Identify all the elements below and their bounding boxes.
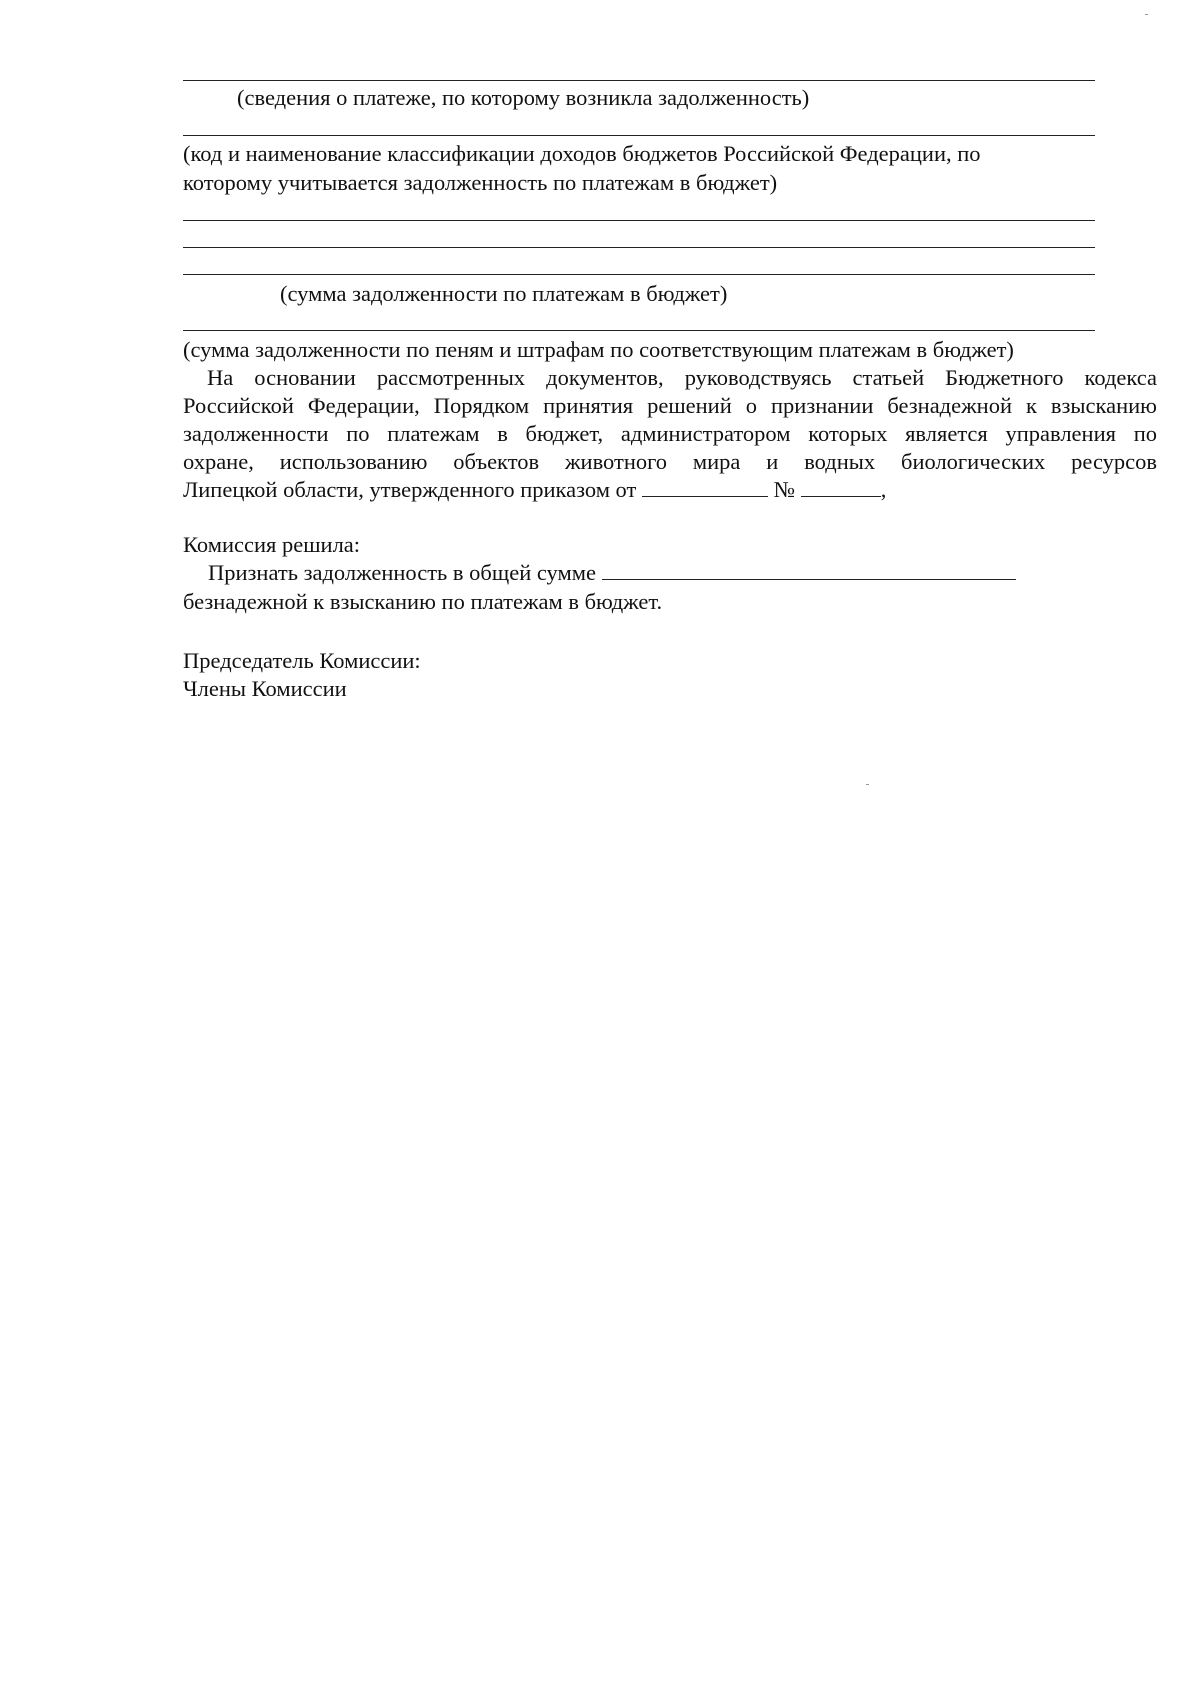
order-date-blank xyxy=(642,476,768,497)
basis-line-4: охране, использованию объектов животного мира и водных биологических ресурсов xyxy=(183,449,1157,474)
penalty-sum-caption: (сумма задолженности по пеням и штрафам по соответствующим платежам в бюджет) xyxy=(183,337,1014,362)
debt-sum-rule xyxy=(183,274,1095,275)
decision-line-1-text: Признать задолженность в общей сумме xyxy=(208,560,596,585)
payment-info-caption: (сведения о платеже, по которому возникла задолженность) xyxy=(237,85,810,110)
members-label: Члены Комиссии xyxy=(183,676,347,701)
decision-heading: Комиссия решила: xyxy=(183,532,361,557)
basis-paragraph xyxy=(183,364,1157,504)
basis-line-5-suffix: , xyxy=(880,477,887,502)
chairman-label: Председатель Комиссии: xyxy=(183,648,421,673)
decision-line-2: безнадежной к взысканию по платежам в бюджет. xyxy=(183,589,663,614)
scan-speck xyxy=(866,784,869,785)
payment-info-rule xyxy=(183,80,1095,81)
classification-rule xyxy=(183,135,1095,136)
blank-rule-2 xyxy=(183,247,1095,248)
debt-sum-caption: (сумма задолженности по платежам в бюджет) xyxy=(280,281,728,306)
basis-line-1: На основании рассмотренных документов, руководствуясь статьей Бюджетного кодекса xyxy=(207,365,1157,390)
total-sum-blank xyxy=(602,559,1016,580)
scan-speck xyxy=(1145,14,1148,15)
basis-line-5-prefix: Липецкой области, утвержденного приказом от xyxy=(183,477,637,502)
blank-rule-1 xyxy=(183,220,1095,221)
basis-line-5 xyxy=(183,476,1157,504)
classification-caption-line1: (код и наименование классификации доходов бюджетов Российской Федерации, по xyxy=(183,141,981,166)
order-number-blank xyxy=(801,476,881,497)
number-sign: № xyxy=(773,477,796,502)
decision-line-1 xyxy=(208,559,1016,587)
classification-caption-line2: которому учитывается задолженность по платежам в бюджет) xyxy=(183,170,778,195)
basis-line-3: задолженности по платежам в бюджет, администратором которых является управления по xyxy=(183,421,1157,446)
penalty-sum-rule xyxy=(183,330,1095,331)
basis-line-2: Российской Федерации, Порядком принятия решений о признании безнадежной к взысканию xyxy=(183,393,1157,418)
